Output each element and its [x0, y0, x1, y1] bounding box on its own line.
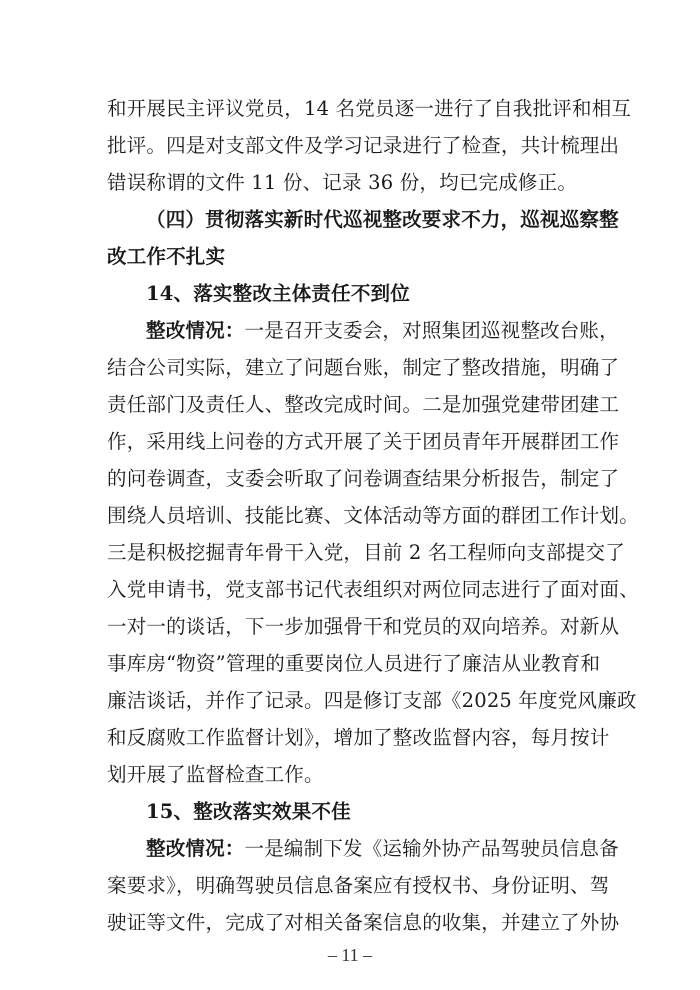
- rectification-label: 整改情况：: [146, 837, 245, 860]
- paragraph-line: [146, 836, 619, 862]
- paragraph-line: 作，采用线上问卷的方式开展了关于团员青年开展群团工作: [107, 430, 620, 453]
- page-number: – 11 –: [327, 945, 373, 965]
- paragraph-line: 和反腐败工作监督计划》，增加了整改监督内容，每月按计: [107, 726, 610, 749]
- paragraph-line: 的问卷调查，支委会听取了问卷调查结果分析报告，制定了: [107, 467, 620, 490]
- paragraph-line: 批评。四是对支部文件及学习记录进行了检查，共计梳理出: [107, 134, 620, 157]
- paragraph-text: 一是编制下发《运输外协产品驾驶员信息备: [244, 837, 619, 860]
- section-heading: 改工作不扎实: [107, 245, 226, 268]
- paragraph-line: 三是积极挖掘青年骨干入党，目前 2 名工程师向支部提交了: [107, 541, 625, 564]
- paragraph-text: 一是召开支委会，对照集团巡视整改台账，: [244, 319, 619, 342]
- section-heading: （四）贯彻落实新时代巡视整改要求不力，巡视巡察整: [146, 208, 619, 231]
- paragraph-line: 入党申请书，党支部书记代表组织对两位同志进行了面对面、: [107, 578, 639, 601]
- paragraph-line: [146, 318, 619, 344]
- item-title: 15、整改落实效果不佳: [146, 800, 351, 823]
- paragraph-line: 事库房“物资”管理的重要岗位人员进行了廉洁从业教育和: [107, 652, 601, 675]
- rectification-label: 整改情况：: [146, 319, 245, 342]
- item-title: 14、落实整改主体责任不到位: [146, 282, 410, 305]
- paragraph-line: 划开展了监督检查工作。: [107, 763, 324, 786]
- paragraph-line: 责任部门及责任人、整改完成时间。二是加强党建带团建工: [107, 393, 620, 416]
- paragraph-line: 围绕人员培训、技能比赛、文体活动等方面的群团工作计划。: [107, 504, 639, 527]
- paragraph-line: 错误称谓的文件 11 份、记录 36 份，均已完成修正。: [107, 171, 578, 194]
- paragraph-line: 结合公司实际，建立了问题台账，制定了整改措施，明确了: [107, 356, 620, 379]
- paragraph-line: 廉洁谈话，并作了记录。四是修订支部《2025 年度党风廉政: [107, 689, 637, 712]
- paragraph-line: 一对一的谈话，下一步加强骨干和党员的双向培养。对新从: [107, 615, 620, 638]
- paragraph-line: 案要求》，明确驾驶员信息备案应有授权书、身份证明、驾: [107, 874, 610, 897]
- paragraph-line: 驶证等文件，完成了对相关备案信息的收集，并建立了外协: [107, 911, 620, 934]
- paragraph-line: 和开展民主评议党员，14 名党员逐一进行了自我批评和相互: [107, 97, 632, 120]
